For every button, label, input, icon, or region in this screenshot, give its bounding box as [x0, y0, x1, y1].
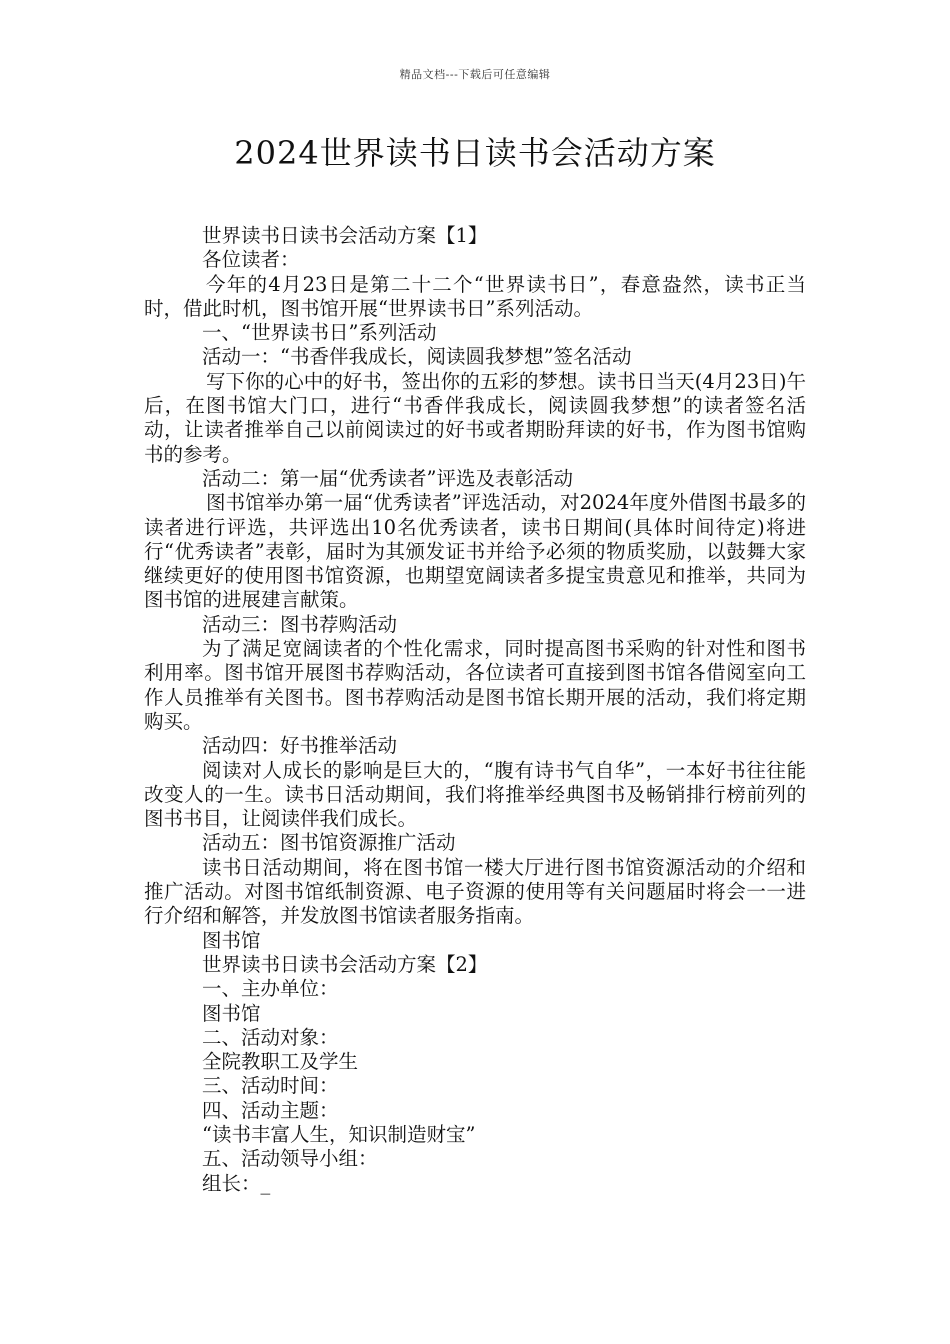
section-heading-1: 世界读书日读书会活动方案【1】 — [202, 224, 488, 247]
audience-value: 全院教职工及学生 — [202, 1050, 359, 1074]
theme-heading: 四、活动主题： — [202, 1098, 339, 1122]
activity-3-heading: 活动三：图书荐购活动 — [202, 612, 398, 636]
intro-paragraph: 今年的4月23日是第二十二个“世界读书日”，春意盎然，读书正当时，借此时机，图书馆开展“世界读书日”系列活动。 — [144, 272, 806, 320]
document-title: 2024世界读书日读书会活动方案 — [234, 134, 716, 172]
document-body — [144, 224, 806, 1196]
activity-4-heading: 活动四：好书推举活动 — [202, 734, 398, 758]
activity-5-heading: 活动五：图书馆资源推广活动 — [202, 831, 456, 855]
leadership-heading: 五、活动领导小组： — [202, 1147, 378, 1171]
time-heading: 三、活动时间： — [202, 1074, 339, 1098]
leader-field: 组长：_ — [202, 1171, 271, 1195]
theme-value: “读书丰富人生，知识制造财宝” — [202, 1122, 476, 1146]
activity-2-body: 图书馆举办第一届“优秀读者”评选活动，对2024年度外借图书最多的读者进行评选，共评选出10名优秀读者，读书日期间(具体时间待定)将进行“优秀读者”表彰，届时为其颁发证书并给予必须的物质奖励，以鼓舞大家继续更好的使用图书馆资源，也期望宽阔读者多提宝贵意见和推举，共同为图书馆的进展建言献策。 — [144, 491, 806, 612]
activity-1-heading: 活动一：“书香伴我成长，阅读圆我梦想”签名活动 — [202, 345, 632, 369]
activity-5-body: 读书日活动期间，将在图书馆一楼大厅进行图书馆资源活动的介绍和推广活动。对图书馆纸制资源、电子资源的使用等有关问题届时将会一一进行介绍和解答，并发放图书馆读者服务指南。 — [144, 855, 806, 928]
activity-1-body: 写下你的心中的好书，签出你的五彩的梦想。读书日当天(4月23日)午后，在图书馆大门口，进行“书香伴我成长，阅读圆我梦想”的读者签名活动，让读者推举自己以前阅读过的好书或者期盼拜读的好书，作为图书馆购书的参考。 — [144, 369, 806, 466]
organizer-value: 图书馆 — [202, 1001, 261, 1025]
activity-3-body: 为了满足宽阔读者的个性化需求，同时提高图书采购的针对性和图书利用率。图书馆开展图书荐购活动，各位读者可直接到图书馆各借阅室向工作人员推举有关图书。图书荐购活动是图书馆长期开展的活动，我们将定期购买。 — [144, 637, 806, 733]
activity-4-body: 阅读对人成长的影响是巨大的，“腹有诗书气自华”，一本好书往往能改变人的一生。读书日活动期间，我们将推举经典图书及畅销排行榜前列的图书书目，让阅读伴我们成长。 — [144, 758, 806, 831]
part-heading-1: 一、“世界读书日”系列活动 — [202, 321, 437, 345]
organizer-heading: 一、主办单位： — [202, 977, 339, 1001]
header-note: 精品文档---下载后可任意编辑 — [399, 68, 551, 81]
activity-2-heading: 活动二：第一届“优秀读者”评选及表彰活动 — [202, 466, 573, 490]
salutation: 各位读者： — [202, 248, 300, 272]
audience-heading: 二、活动对象： — [202, 1025, 339, 1049]
signature-library: 图书馆 — [202, 928, 261, 952]
section-heading-2: 世界读书日读书会活动方案【2】 — [202, 952, 488, 976]
